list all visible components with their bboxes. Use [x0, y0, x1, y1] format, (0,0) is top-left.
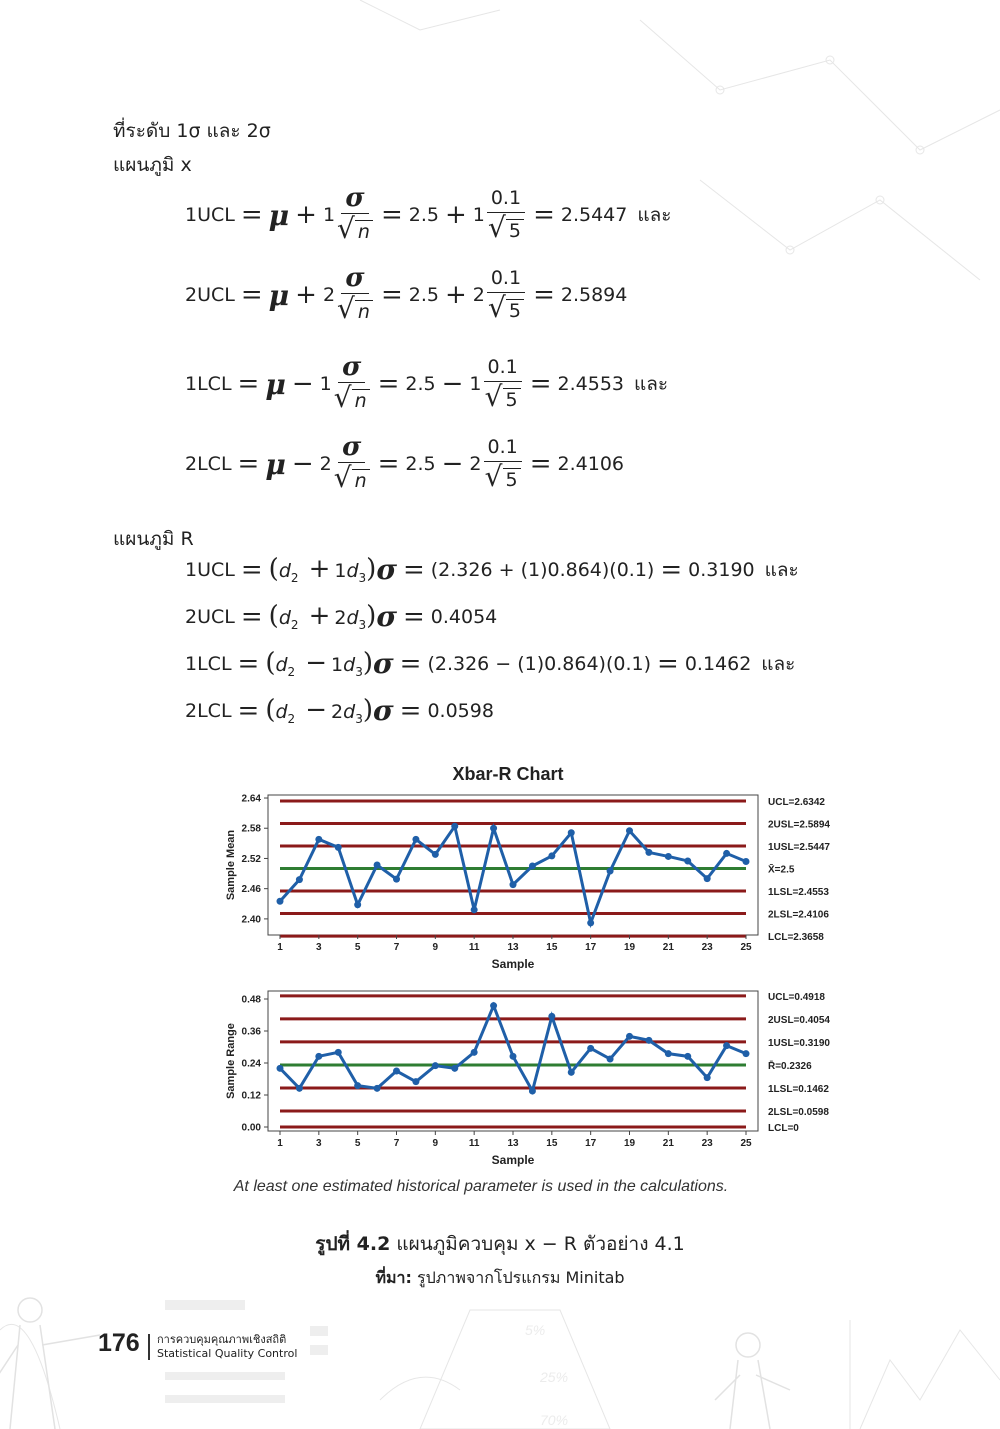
data-point: [277, 898, 284, 905]
figure-text: แผนภูมิควบคุม x − R ตัวอย่าง 4.1: [396, 1233, 685, 1255]
intro-text: ที่ระดับ 1σ และ 2σ: [113, 120, 271, 142]
data-point: [490, 1002, 497, 1009]
data-point: [743, 858, 750, 865]
data-point: [529, 863, 536, 870]
data-point: [471, 1049, 478, 1056]
y-tick-label: 0.48: [241, 994, 261, 1006]
book-title-th: การควบคุมคุณภาพเชิงสถิติ: [157, 1333, 287, 1346]
data-point: [723, 850, 730, 857]
r-equation: 2LCL = $(d_2 - 2d_3)$ σ = 0.0598: [185, 694, 494, 727]
limit-label: 2USL=2.5894: [768, 819, 830, 831]
y-tick-label: 2.40: [241, 914, 261, 926]
chart-note: At least one estimated historical parameter is used in the calculations.: [233, 1178, 729, 1195]
data-point: [277, 1065, 284, 1072]
equation-result: 2.5894: [560, 284, 628, 306]
sigma-over-root-n: $\frac{\sigma}{√ n}$: [334, 352, 370, 416]
numeric-fraction: $\frac{0.1}{√ 5}$: [484, 353, 522, 415]
x-tick-label: 1: [277, 1138, 283, 1149]
data-point: [645, 849, 652, 856]
data-point: [471, 906, 478, 913]
x-axis-label: Sample: [491, 957, 535, 971]
xbar-equation: 2LCL = μ − 2 $\frac{\sigma}{√ n}$ = 2.5 − 2 $\frac{0.1}{√ 5}$ = 2.4106: [185, 432, 625, 494]
x-tick-label: 5: [354, 1138, 361, 1149]
figure-caption: [0, 1229, 1000, 1259]
limit-label: UCL=2.6342: [768, 796, 825, 808]
limit-label: 1USL=2.5447: [768, 842, 830, 854]
r-equation: 1LCL = $(d_2 - 1d_3)$ σ = (2.326 − (1)0.864)(0.1) = 0.1462 และ: [185, 647, 796, 680]
data-point: [529, 1088, 536, 1095]
data-point: [451, 1065, 458, 1072]
x-tick-label: 13: [507, 942, 519, 953]
x-tick-label: 11: [468, 942, 480, 953]
xbar-heading: แผนภูมิ x: [113, 154, 192, 176]
svg-text:5%: 5%: [525, 1322, 546, 1338]
svg-text:70%: 70%: [540, 1412, 569, 1428]
figure-source: [0, 1266, 1000, 1291]
x-tick-label: 7: [393, 942, 400, 953]
equation-result: 2.4106: [557, 453, 625, 475]
xbar-equation: 2UCL = μ + 2 $\frac{\sigma}{√ n}$ = 2.5 + 2 $\frac{0.1}{√ 5}$ = 2.5894: [185, 263, 628, 325]
r-equation: 1UCL = $(d_2 + 1d_3)$ σ = (2.326 + (1)0.864)(0.1) = 0.3190 และ: [185, 553, 799, 586]
page-number: 176: [98, 1329, 140, 1357]
y-tick-label: 0.36: [241, 1026, 261, 1038]
y-tick-label: 2.52: [241, 853, 261, 865]
chart-title: Xbar-R Chart: [452, 764, 564, 784]
limit-label: 1LSL=2.4553: [768, 887, 829, 899]
r-heading: แผนภูมิ R: [113, 528, 194, 550]
footer-divider: [148, 1334, 150, 1360]
limit-label: X̄=2.5: [768, 864, 795, 876]
y-axis-label: Sample Mean: [225, 829, 237, 901]
x-tick-label: 25: [740, 1138, 752, 1149]
y-tick-label: 0.24: [241, 1058, 261, 1070]
data-point: [548, 852, 555, 859]
data-point: [568, 829, 575, 836]
limit-label: LCL=0: [768, 1123, 799, 1134]
numeric-fraction: $\frac{0.1}{√ 5}$: [487, 264, 525, 326]
data-point: [374, 862, 381, 869]
data-point: [684, 1053, 691, 1060]
data-point: [335, 1049, 342, 1056]
equation-label: 1UCL: [185, 204, 235, 226]
data-point: [490, 825, 497, 832]
data-point: [412, 1078, 419, 1085]
limit-label: 1LSL=0.1462: [768, 1084, 829, 1096]
x-tick-label: 3: [316, 942, 322, 953]
x-tick-label: 15: [546, 1138, 558, 1149]
r-equation: 2UCL = $(d_2 + 2d_3)$ σ = 0.4054: [185, 600, 498, 633]
limit-label: 2LSL=0.0598: [768, 1107, 829, 1119]
data-point: [354, 1082, 361, 1089]
x-tick-label: 21: [662, 942, 674, 953]
limit-label: R̄=0.2326: [768, 1060, 812, 1072]
numeric-fraction: $\frac{0.1}{√ 5}$: [487, 184, 525, 246]
y-axis-label: Sample Range: [225, 1023, 237, 1099]
data-point: [510, 881, 517, 888]
equation-label: 2LCL: [185, 699, 232, 722]
equation-result: 0.4054: [430, 605, 498, 628]
data-point: [665, 1050, 672, 1057]
x-tick-label: 11: [468, 1138, 480, 1149]
x-tick-label: 23: [701, 1138, 713, 1149]
data-point: [743, 1050, 750, 1057]
x-tick-label: 25: [740, 942, 752, 953]
figure-label: รูปที่ 4.2: [315, 1233, 391, 1255]
data-point: [354, 901, 361, 908]
x-axis-label: Sample: [491, 1153, 535, 1167]
data-point: [723, 1042, 730, 1049]
data-point: [432, 851, 439, 858]
sigma-over-root-n: $\frac{\sigma}{√ n}$: [337, 263, 373, 327]
data-point: [704, 1074, 711, 1081]
x-tick-label: 19: [623, 1138, 636, 1149]
x-tick-label: 23: [701, 942, 713, 953]
equation-result: 2.5447: [560, 204, 628, 226]
data-point: [548, 1013, 555, 1020]
x-tick-label: 1: [277, 942, 283, 953]
data-point: [451, 823, 458, 830]
x-tick-label: 5: [354, 942, 361, 953]
source-text: รูปภาพจากโปรแกรม Minitab: [417, 1268, 625, 1287]
equation-label: 1LCL: [185, 373, 232, 395]
data-point: [665, 853, 672, 860]
book-title: [157, 1333, 297, 1361]
x-tick-label: 3: [316, 1138, 322, 1149]
x-tick-label: 15: [546, 942, 558, 953]
data-point: [412, 836, 419, 843]
x-tick-label: 21: [662, 1138, 674, 1149]
book-title-en: Statistical Quality Control: [157, 1347, 298, 1360]
limit-label: UCL=0.4918: [768, 991, 825, 1003]
source-label: ที่มา:: [375, 1268, 412, 1287]
equation-result: 2.4553: [557, 373, 625, 395]
data-point: [607, 868, 614, 875]
svg-text:25%: 25%: [540, 1369, 569, 1385]
data-point: [296, 1085, 303, 1092]
data-point: [626, 827, 633, 834]
xbar-r-chart: [210, 755, 830, 1175]
x-tick-label: 13: [507, 1138, 519, 1149]
data-point: [393, 876, 400, 883]
xbar-equation: 1UCL = μ + 1 $\frac{\sigma}{√ n}$ = 2.5 + 1 $\frac{0.1}{√ 5}$ = 2.5447 และ: [185, 183, 672, 245]
equation-label: 2LCL: [185, 453, 232, 475]
data-point: [315, 1053, 322, 1060]
data-point: [587, 919, 594, 926]
y-tick-label: 0.00: [241, 1122, 261, 1134]
y-tick-label: 2.58: [241, 823, 261, 835]
sigma-over-root-n: $\frac{\sigma}{√ n}$: [334, 432, 370, 496]
equation-result: 0.1462: [684, 652, 752, 675]
x-tick-label: 9: [432, 1138, 439, 1149]
limit-label: 2LSL=2.4106: [768, 909, 829, 921]
data-point: [296, 876, 303, 883]
y-tick-label: 2.46: [241, 884, 261, 896]
y-tick-label: 2.64: [241, 793, 261, 805]
xbar-equation: 1LCL = μ − 1 $\frac{\sigma}{√ n}$ = 2.5 − 1 $\frac{0.1}{√ 5}$ = 2.4553 และ: [185, 352, 669, 414]
limit-label: LCL=2.3658: [768, 932, 824, 944]
data-point: [510, 1053, 517, 1060]
equation-label: 2UCL: [185, 605, 235, 628]
data-point: [335, 844, 342, 851]
x-tick-label: 7: [393, 1138, 400, 1149]
y-tick-label: 0.12: [241, 1090, 261, 1102]
x-tick-label: 19: [623, 942, 636, 953]
data-point: [684, 857, 691, 864]
sigma-over-root-n: $\frac{\sigma}{√ n}$: [337, 183, 373, 247]
numeric-fraction: $\frac{0.1}{√ 5}$: [484, 433, 522, 495]
x-tick-label: 9: [432, 942, 439, 953]
data-point: [704, 875, 711, 882]
equation-expansion: (2.326 + (1)0.864)(0.1): [430, 558, 655, 581]
data-point: [568, 1069, 575, 1076]
data-point: [626, 1033, 633, 1040]
limit-label: 1USL=0.3190: [768, 1037, 830, 1049]
equation-label: 1LCL: [185, 652, 232, 675]
equation-label: 2UCL: [185, 284, 235, 306]
limit-label: 2USL=0.4054: [768, 1014, 830, 1026]
data-point: [587, 1045, 594, 1052]
data-point: [393, 1068, 400, 1075]
equation-expansion: (2.326 − (1)0.864)(0.1): [427, 652, 652, 675]
equation-label: 1UCL: [185, 558, 235, 581]
data-point: [607, 1056, 614, 1063]
equation-result: 0.0598: [427, 699, 494, 722]
data-point: [315, 836, 322, 843]
x-tick-label: 17: [585, 1138, 597, 1149]
data-point: [432, 1062, 439, 1069]
equation-result: 0.3190: [688, 558, 755, 581]
data-point: [645, 1037, 652, 1044]
data-point: [374, 1085, 381, 1092]
x-tick-label: 17: [585, 942, 597, 953]
